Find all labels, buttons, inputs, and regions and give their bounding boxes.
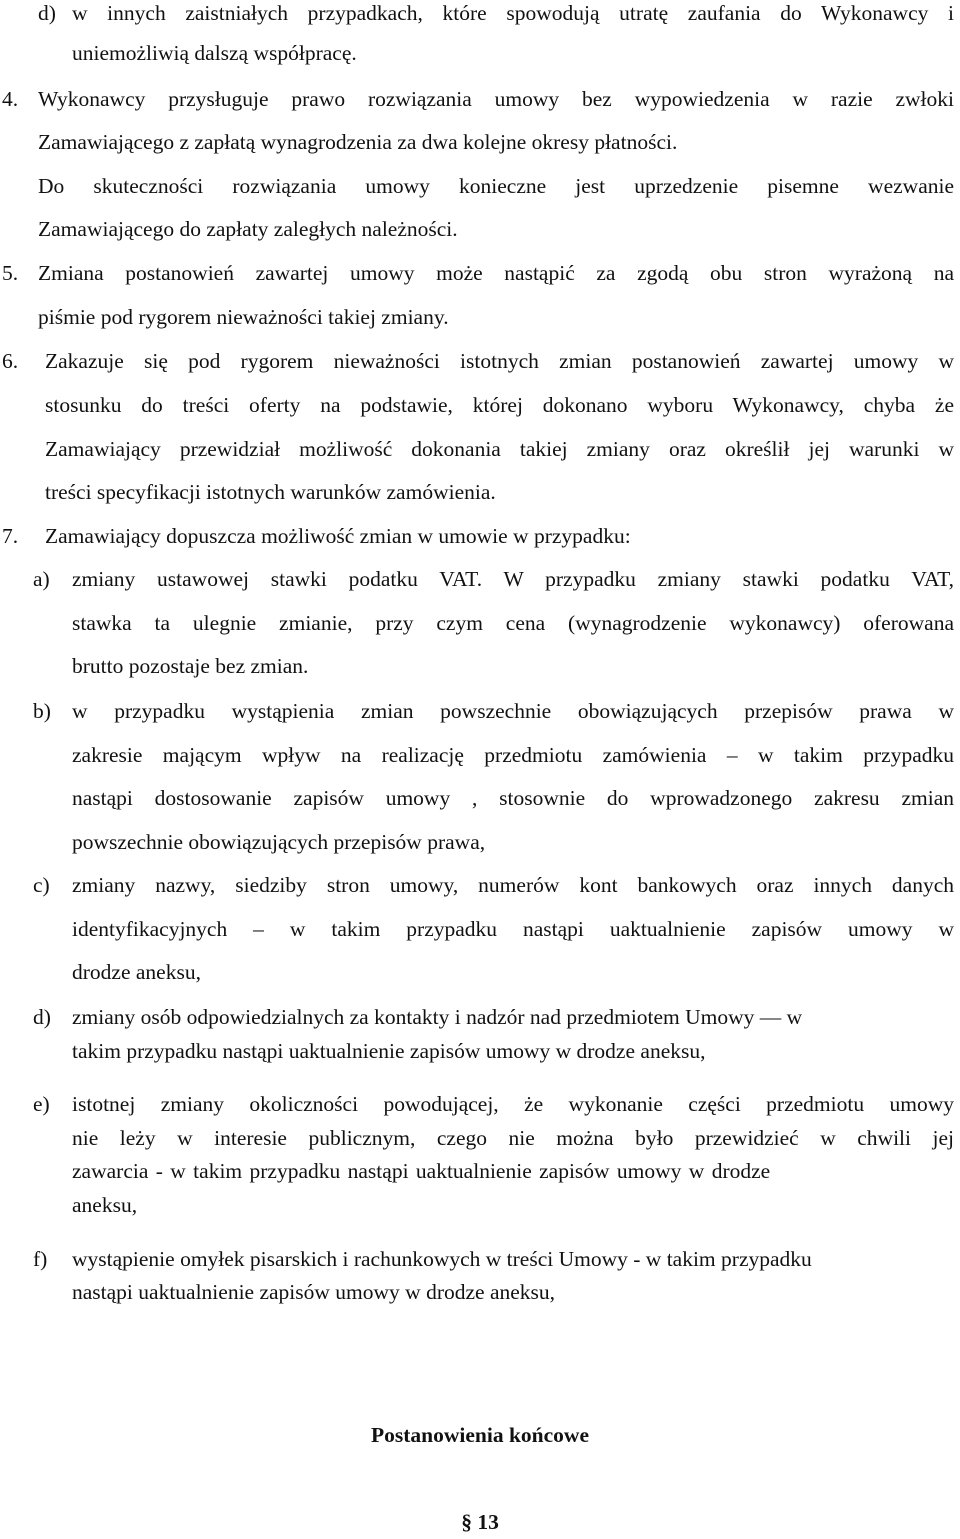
paragraph-line: Zamawiającego do zapłaty zaległych należności. <box>38 217 458 241</box>
paragraph-line: treści specyfikacji istotnych warunków zamówienia. <box>45 480 496 504</box>
paragraph-line: stawka ta ulegnie zmianie, przy czym cena (wynagrodzenie wykonawcy) oferowana <box>72 611 954 635</box>
paragraph-line: stosunku do treści oferty na podstawie, której dokonano wyboru Wykonawcy, chyba że <box>45 393 954 417</box>
paragraph-line: aneksu, <box>72 1193 138 1217</box>
paragraph-line: zmiany nazwy, siedziby stron umowy, numerów kont bankowych oraz innych danych <box>72 873 954 897</box>
paragraph-line: nastąpi dostosowanie zapisów umowy , stosownie do wprowadzonego zakresu zmian <box>72 786 954 810</box>
item-label: 5. <box>2 261 19 285</box>
paragraph-line: powszechnie obowiązujących przepisów prawa, <box>72 830 486 854</box>
item-label: 6. <box>2 349 19 373</box>
paragraph-line: uniemożliwią dalszą współpracę. <box>72 41 357 65</box>
item-label: d) <box>33 1005 51 1029</box>
item-label: b) <box>33 699 51 723</box>
item-label: d) <box>38 1 56 25</box>
paragraph-line: drodze aneksu, <box>72 960 201 984</box>
paragraph-line: istotnej zmiany okoliczności powodującej, że wykonanie części przedmiotu umowy <box>72 1092 954 1116</box>
paragraph-line: zawarcia - w takim przypadku nastąpi uaktualnienie zapisów umowy w drodze <box>72 1159 771 1183</box>
paragraph-line: zakresie mającym wpływ na realizację przedmiotu zamówienia – w takim przypadku <box>72 743 954 767</box>
paragraph-line: zmiany osób odpowiedzialnych za kontakty i nadzór nad przedmiotem Umowy — w <box>72 1005 803 1029</box>
item-label: a) <box>33 567 50 591</box>
paragraph-line: piśmie pod rygorem nieważności takiej zmiany. <box>38 305 449 329</box>
paragraph-line: nie leży w interesie publicznym, czego nie można było przewidzieć w chwili jej <box>72 1126 954 1150</box>
paragraph-line: Zamawiający dopuszcza możliwość zmian w umowie w przypadku: <box>45 524 631 548</box>
item-label: f) <box>33 1247 48 1271</box>
paragraph-line: Zamawiającego z zapłatą wynagrodzenia za dwa kolejne okresy płatności. <box>38 130 678 154</box>
item-label: 7. <box>2 524 19 548</box>
section-number: § 13 <box>461 1510 499 1534</box>
paragraph-line: Zamawiający przewidział możliwość dokonania takiej zmiany oraz określił jej warunki w <box>45 437 954 461</box>
paragraph-line: takim przypadku nastąpi uaktualnienie zapisów umowy w drodze aneksu, <box>72 1039 706 1063</box>
paragraph-line: w przypadku wystąpienia zmian powszechnie obowiązujących przepisów prawa w <box>72 699 954 723</box>
paragraph-line: w innych zaistniałych przypadkach, które spowodują utratę zaufania do Wykonawcy i <box>72 1 954 25</box>
paragraph-line: nastąpi uaktualnienie zapisów umowy w drodze aneksu, <box>72 1280 556 1304</box>
paragraph-line: identyfikacyjnych – w takim przypadku nastąpi uaktualnienie zapisów umowy w <box>72 917 954 941</box>
paragraph-line: Zmiana postanowień zawartej umowy może nastąpić za zgodą obu stron wyrażoną na <box>38 261 954 285</box>
paragraph-line: wystąpienie omyłek pisarskich i rachunkowych w treści Umowy - w takim przypadku <box>72 1247 812 1271</box>
paragraph-line: brutto pozostaje bez zmian. <box>72 654 309 678</box>
section-heading: Postanowienia końcowe <box>371 1423 589 1447</box>
item-label: 4. <box>2 87 19 111</box>
paragraph-line: Wykonawcy przysługuje prawo rozwiązania umowy bez wypowiedzenia w razie zwłoki <box>38 87 954 111</box>
paragraph-line: zmiany ustawowej stawki podatku VAT. W przypadku zmiany stawki podatku VAT, <box>72 567 954 591</box>
paragraph-line: Zakazuje się pod rygorem nieważności istotnych zmian postanowień zawartej umowy w <box>45 349 954 373</box>
item-label: c) <box>33 873 50 897</box>
paragraph-line: Do skuteczności rozwiązania umowy konieczne jest uprzedzenie pisemne wezwanie <box>38 174 954 198</box>
item-label: e) <box>33 1092 50 1116</box>
